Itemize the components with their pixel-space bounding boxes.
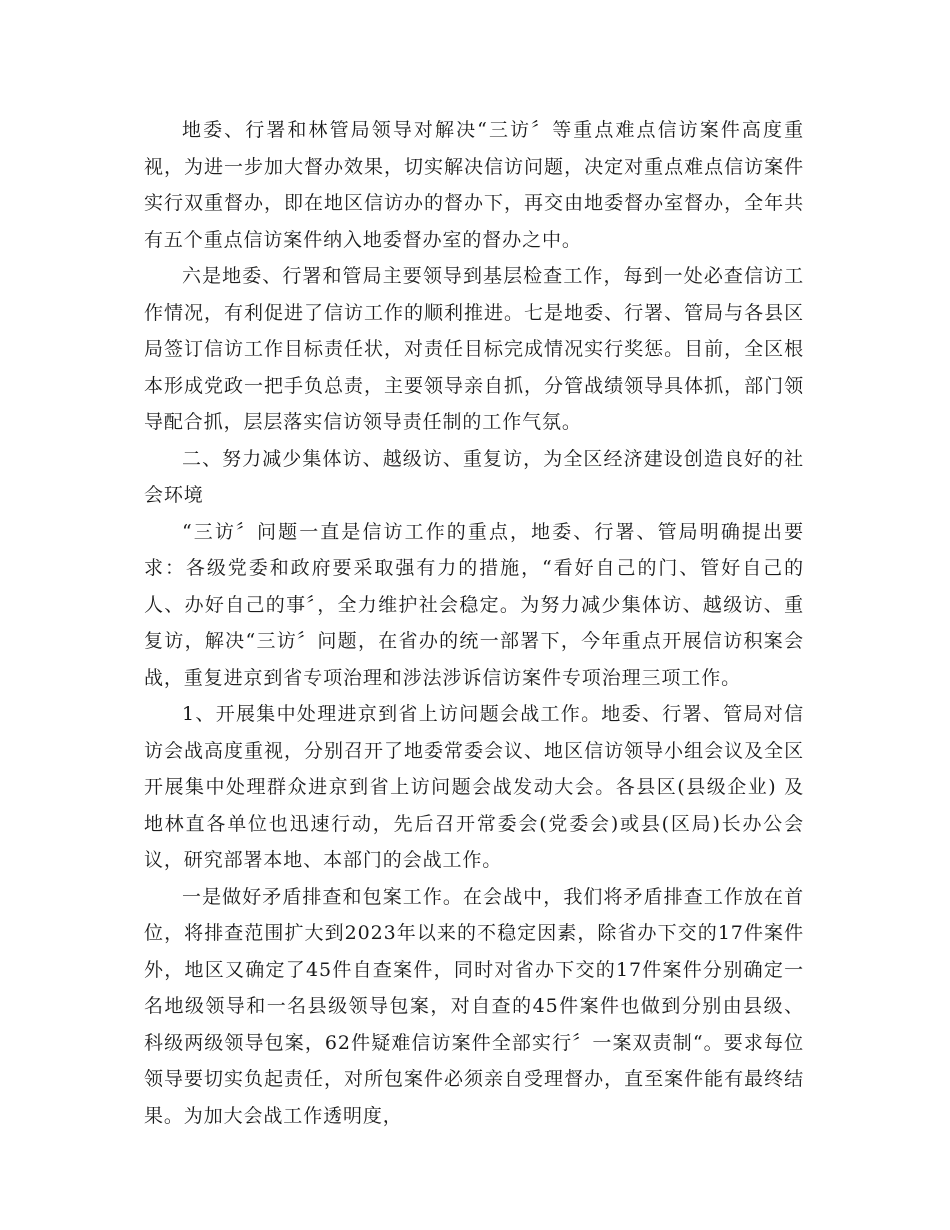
document-body: [144, 112, 804, 1134]
paragraph-leadership-inspection: 六是地委、行署和管局主要领导到基层检查工作，每到一处必查信访工作情况，有利促进了信访工作的顺利推进。七是地委、行署、管局与各县区局签订信访工作目标责任状，对责任目标完成情况实行奖惩。目前，全区根本形成党政一把手负总责，主要领导亲自抓，分管战绩领导具体抓，部门领导配合抓，层层落实信访领导责任制的工作气氛。: [144, 265, 804, 433]
paragraph-campaign-one: 1、开展集中处理进京到省上访问题会战工作。地委、行署、管局对信访会战高度重视，分别召开了地委常委会议、地区信访领导小组会议及全区开展集中处理群众进京到省上访问题会战发动大会。各县区(县级企业) 及地林直各单位也迅速行动，先后召开常委会(党委会)或县(区局)长办公会议，研究部署本地、本部门的会战工作。: [144, 703, 804, 871]
section-heading-two: 二、努力减少集体访、越级访、重复访，为全区经济建设创造良好的社会环境: [144, 447, 804, 506]
paragraph-three-visits: “三访〞问题一直是信访工作的重点，地委、行署、管局明确提出要求：各级党委和政府要采取强有力的措施，“看好自己的门、管好自己的人、办好自己的事〞，全力维护社会稳定。为努力减少集体访、越级访、重复访，解决“三访〞问题，在省办的统一部署下，今年重点开展信访积案会战，重复进京到省专项治理和涉法涉诉信访案件专项治理三项工作。: [144, 520, 804, 689]
paragraph-supervision: 地委、行署和林管局领导对解决“三访〞等重点难点信访案件高度重视，为进一步加大督办效果，切实解决信访问题，决定对重点难点信访案件实行双重督办，即在地区信访办的督办下，再交由地委督办室督办，全年共有五个重点信访案件纳入地委督办室的督办之中。: [144, 119, 804, 251]
paragraph-conflict-screening: 一是做好矛盾排查和包案工作。在会战中，我们将矛盾排查工作放在首位，将排查范围扩大到2023年以来的不稳定因素，除省办下交的17件案件外，地区又确定了45件自查案件，同时对省办下交的17件案件分别确定一名地级领导和一名县级领导包案，对自查的45件案件也做到分别由县级、科级两级领导包案，62件疑难信访案件全部实行〞一案双责制“。要求每位领导要切实负起责任，对所包案件必须亲自受理督办，直至案件能有最终结果。为加大会战工作透明度，: [144, 885, 804, 1127]
